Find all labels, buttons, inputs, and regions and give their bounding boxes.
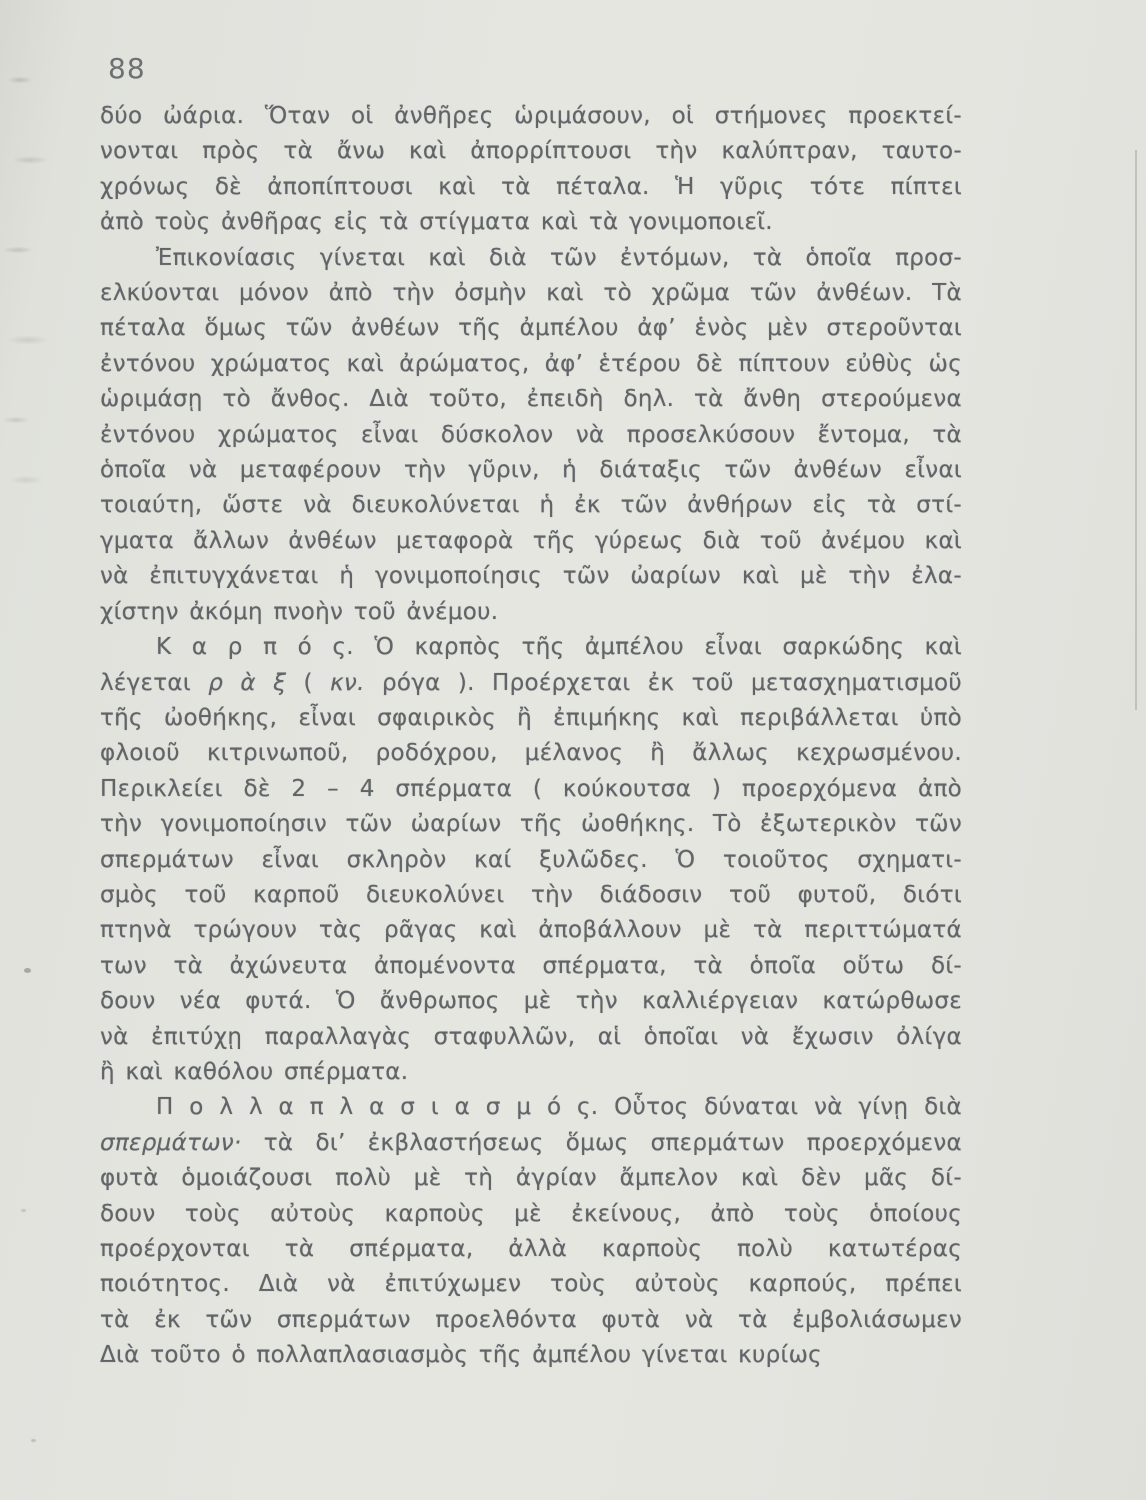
text-line	[100, 170, 962, 205]
text-segment: λέγεται	[100, 669, 209, 696]
italic-text-segment: κν.	[330, 669, 365, 696]
text-segment: χρόνως δὲ ἀποπίπτουσι καὶ τὰ πέταλα. Ἡ γῦρις τότε πίπτει	[100, 173, 962, 200]
scan-smudge-left	[0, 40, 78, 520]
italic-text-segment: σπερμάτων·	[100, 1129, 242, 1156]
text-line	[100, 1161, 962, 1196]
text-segment: δύο ὠάρια. Ὅταν οἱ ἀνθῆρες ὡριμάσουν, οἱ στήμονες προεκτεί-	[100, 103, 962, 129]
text-segment: ἐντόνου χρώματος εἶναι δύσκολον νὰ προσελκύσουν ἔντομα, τὰ	[100, 421, 962, 448]
text-segment: προέρχονται τὰ σπέρματα, ἀλλὰ καρποὺς πολὺ κατωτέρας	[100, 1236, 962, 1262]
scan-speck	[24, 968, 31, 973]
text-line	[100, 1126, 962, 1161]
text-line	[100, 241, 962, 276]
paragraph	[100, 99, 962, 241]
text-line	[100, 524, 962, 559]
text-line	[100, 878, 962, 913]
text-segment: νὰ ἐπιτύχῃ παραλλαγὰς σταφυλλῶν, αἱ ὁποῖαι νὰ ἔχωσιν ὀλίγα	[100, 1023, 962, 1050]
text-segment: φυτὰ ὁμοιάζουσι πολὺ μὲ τὴ ἀγρίαν ἄμπελον καὶ δὲν μᾶς δί-	[100, 1165, 962, 1192]
text-segment: τοιαύτη, ὥστε νὰ διευκολύνεται ἡ ἐκ τῶν ἀνθήρων εἰς τὰ στί-	[100, 492, 962, 519]
text-segment: ἀπὸ τοὺς ἀνθῆρας εἰς τὰ στίγματα καὶ τὰ γονιμοποιεῖ.	[100, 209, 773, 236]
text-segment: Διὰ τοῦτο ὁ πολλαπλασιασμὸς τῆς ἀμπέλου γίνεται κυρίως	[100, 1342, 822, 1369]
text-segment: ὡριμάσῃ τὸ ἄνθος. Διὰ τοῦτο, ἐπειδὴ δηλ. τὰ ἄνθη στερούμενα	[100, 386, 962, 413]
page-number: 88	[108, 52, 146, 85]
text-line	[100, 736, 962, 771]
paragraph	[100, 241, 962, 630]
text-line	[100, 630, 962, 665]
text-line	[100, 666, 962, 701]
text-line	[100, 205, 962, 240]
text-segment: Π ο λ λ α π λ α σ ι α σ μ ό ς. Οὗτος δύναται νὰ γίνῃ διὰ	[156, 1094, 962, 1121]
text-line	[100, 595, 962, 630]
text-line	[100, 913, 962, 948]
text-line	[100, 418, 962, 453]
paragraph	[100, 1090, 962, 1373]
text-segment: ποιότητος. Διὰ νὰ ἐπιτύχωμεν τοὺς αὐτοὺς καρπούς, πρέπει	[100, 1271, 962, 1298]
text-segment: δουν τοὺς αὐτοὺς καρποὺς μὲ ἐκείνους, ἀπὸ τοὺς ὁποίους	[100, 1200, 962, 1227]
text-line	[100, 1267, 962, 1302]
text-line	[100, 1090, 962, 1125]
text-line	[100, 984, 962, 1019]
text-segment: ἐντόνου χρώματος καὶ ἀρώματος, ἀφ’ ἑτέρου δὲ πίπτουν εὐθὺς ὡς	[100, 350, 962, 377]
text-segment: τὴν γονιμοποίησιν τῶν ὠαρίων τῆς ὠοθήκης. Τὸ ἐξωτερικὸν τῶν	[100, 811, 962, 838]
text-line	[100, 347, 962, 382]
text-segment: πτηνὰ τρώγουν τὰς ρᾶγας καὶ ἀποβάλλουν μὲ τὰ περιττώματά	[100, 917, 962, 944]
text-segment: σπερμάτων εἶναι σκληρὸν καί ξυλῶδες. Ὁ τοιοῦτος σχηματι-	[100, 846, 962, 873]
italic-text-segment: ρ ὰ ξ	[208, 669, 287, 696]
text-segment: ρόγα ). Προέρχεται ἐκ τοῦ μετασχηματισμοῦ	[364, 669, 963, 696]
text-segment: πέταλα ὅμως τῶν ἀνθέων τῆς ἀμπέλου ἀφ’ ἑνὸς μὲν στεροῦνται	[100, 315, 962, 342]
text-segment: τὰ ἐκ τῶν σπερμάτων προελθόντα φυτὰ νὰ τὰ ἐμβολιάσωμεν	[100, 1306, 962, 1333]
text-line	[100, 1338, 962, 1373]
paragraph	[100, 630, 962, 1090]
text-segment: Ἐπικονίασις γίνεται καὶ διὰ τῶν ἐντόμων, τὰ ὁποῖα προσ-	[156, 244, 962, 271]
text-segment: δουν νέα φυτά. Ὁ ἄνθρωπος μὲ τὴν καλλιέργειαν κατώρθωσε	[100, 988, 962, 1015]
text-line	[100, 311, 962, 346]
text-line	[100, 701, 962, 736]
text-line	[100, 807, 962, 842]
text-block	[100, 99, 962, 1374]
scan-edge-line	[1135, 150, 1137, 710]
text-line	[100, 1232, 962, 1267]
text-line	[100, 99, 962, 134]
text-line	[100, 1303, 962, 1338]
text-segment: τὰ δι’ ἐκβλαστήσεως ὅμως σπερμάτων προερχόμενα	[241, 1129, 962, 1156]
text-segment: φλοιοῦ κιτρινωποῦ, ροδόχρου, μέλανος ἢ ἄλλως κεχρωσμένου.	[100, 740, 962, 767]
text-line	[100, 134, 962, 169]
text-line	[100, 276, 962, 311]
text-segment: ὁποῖα νὰ μεταφέρουν τὴν γῦριν, ἡ διάταξις τῶν ἀνθέων εἶναι	[100, 457, 962, 484]
text-segment: Περικλείει δὲ 2 – 4 σπέρματα ( κούκουτσα ) προερχόμενα ἀπὸ	[100, 775, 962, 802]
text-line	[100, 1020, 962, 1055]
text-line	[100, 772, 962, 807]
text-line	[100, 453, 962, 488]
text-line	[100, 1055, 962, 1090]
text-segment: (	[286, 669, 331, 696]
text-line	[100, 382, 962, 417]
text-segment: νὰ ἐπιτυγχάνεται ἡ γονιμοποίησις τῶν ὠαρίων καὶ μὲ τὴν ἐλα-	[100, 563, 962, 590]
text-segment: τῆς ὠοθήκης, εἶναι σφαιρικὸς ἢ ἐπιμήκης καὶ περιβάλλεται ὑπὸ	[100, 704, 962, 731]
text-line	[100, 1197, 962, 1232]
text-segment: ελκύονται μόνον ἀπὸ τὴν ὀσμὴν καὶ τὸ χρῶμα τῶν ἀνθέων. Τὰ	[100, 280, 962, 307]
text-segment: των τὰ ἀχώνευτα ἀπομένοντα σπέρματα, τὰ ὁποῖα οὕτω δί-	[100, 952, 962, 979]
text-segment: γματα ἄλλων ἀνθέων μεταφορὰ τῆς γύρεως διὰ τοῦ ἀνέμου καὶ	[100, 527, 962, 554]
text-segment: χίστην ἀκόμη πνοὴν τοῦ ἀνέμου.	[100, 598, 499, 625]
text-segment: σμὸς τοῦ καρποῦ διευκολύνει τὴν διάδοσιν τοῦ φυτοῦ, διότι	[100, 881, 962, 908]
text-line	[100, 949, 962, 984]
text-line	[100, 488, 962, 523]
text-segment: ἢ καὶ καθόλου σπέρματα.	[100, 1058, 409, 1085]
text-segment: Κ α ρ π ό ς. Ὁ καρπὸς τῆς ἀμπέλου εἶναι σαρκώδης καὶ	[156, 634, 962, 661]
text-line	[100, 843, 962, 878]
text-segment: νονται πρὸς τὰ ἄνω καὶ ἀπορρίπτουσι τὴν καλύπτραν, ταυτο-	[100, 138, 962, 165]
text-line	[100, 559, 962, 594]
